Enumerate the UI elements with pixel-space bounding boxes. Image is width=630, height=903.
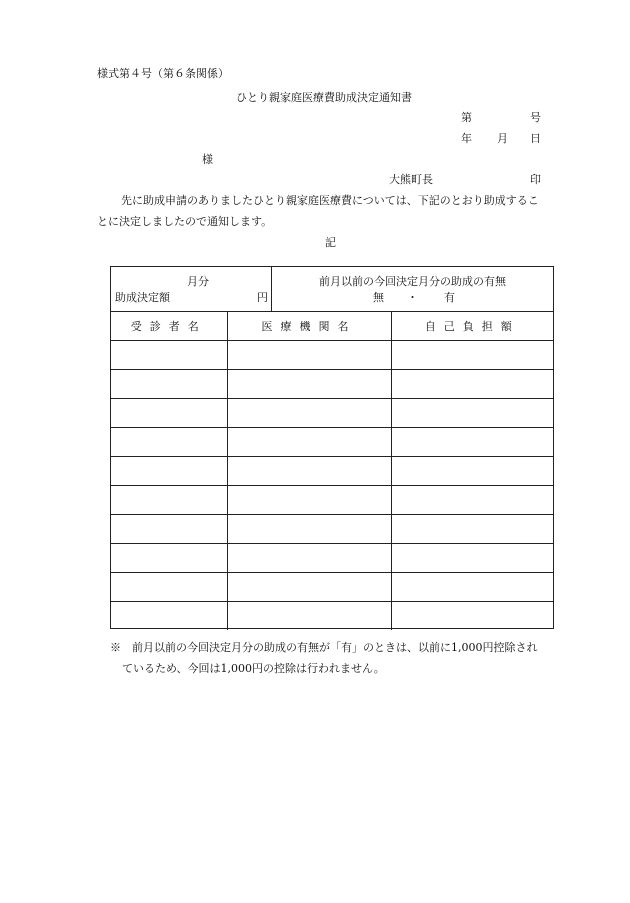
copay-cell: [391, 573, 553, 602]
date-month: 月: [497, 132, 508, 145]
copay-cell: [391, 341, 553, 370]
note-line-2: ているため、今回は1,000円の控除は行われません。: [122, 662, 385, 675]
option-yes: 有: [444, 291, 455, 304]
amount-label: 助成決定額: [115, 291, 170, 304]
form-number: 様式第４号（第６条関係）: [97, 67, 229, 80]
column-header-institution: 医療機関名: [227, 312, 391, 341]
note-line-1: ※ 前月以前の今回決定月分の助成の有無が「有」のときは、以前に1,000円控除され: [110, 641, 538, 654]
copay-cell: [391, 544, 553, 573]
document-title: ひとり親家庭医療費助成決定通知書: [236, 91, 412, 104]
institution-cell: [227, 341, 391, 370]
date-day: 日: [530, 132, 541, 145]
patient-cell: [111, 515, 227, 544]
detail-grid: [111, 312, 553, 630]
copay-cell: [391, 457, 553, 486]
date-year: 年: [461, 132, 472, 145]
institution-cell: [227, 370, 391, 399]
yen-label: 円: [257, 291, 268, 304]
institution-cell: [227, 486, 391, 515]
subsidy-table: [110, 266, 554, 629]
table-row: [111, 399, 553, 428]
table-row: [111, 573, 553, 602]
table-row: [111, 428, 553, 457]
institution-cell: [227, 515, 391, 544]
column-header-patient: 受診者名: [111, 312, 227, 341]
column-header-row: [111, 312, 553, 341]
copay-cell: [391, 399, 553, 428]
copay-cell: [391, 486, 553, 515]
number-prefix: 第: [461, 111, 472, 124]
copay-cell: [391, 515, 553, 544]
prior-subsidy-header: [272, 267, 553, 312]
institution-cell: [227, 573, 391, 602]
patient-cell: [111, 457, 227, 486]
option-no: 無: [373, 291, 384, 304]
seal-mark: 印: [530, 173, 541, 186]
prior-subsidy-question: 前月以前の今回決定月分の助成の有無: [319, 275, 506, 288]
patient-cell: [111, 370, 227, 399]
patient-cell: [111, 399, 227, 428]
option-separator: ・: [407, 291, 418, 304]
copay-cell: [391, 370, 553, 399]
body-text-line-1: 先に助成申請のありましたひとり親家庭医療費については、下記のとおり助成するこ: [121, 194, 539, 207]
ki-heading: 記: [325, 236, 336, 249]
patient-cell: [111, 341, 227, 370]
table-row: [111, 602, 553, 631]
number-suffix: 号: [530, 111, 541, 124]
month-label: 月分: [187, 275, 209, 288]
institution-cell: [227, 457, 391, 486]
institution-cell: [227, 428, 391, 457]
institution-cell: [227, 399, 391, 428]
table-row: [111, 515, 553, 544]
issuer: 大熊町長: [389, 173, 433, 186]
amount-header: [111, 267, 272, 312]
institution-cell: [227, 544, 391, 573]
column-header-copay: 自己負担額: [391, 312, 553, 341]
table-row: [111, 544, 553, 573]
table-row: [111, 457, 553, 486]
patient-cell: [111, 428, 227, 457]
table-row: [111, 486, 553, 515]
recipient-suffix: 様: [202, 153, 213, 166]
copay-cell: [391, 428, 553, 457]
body-text-line-2: とに決定しましたので通知します。: [97, 215, 273, 228]
patient-cell: [111, 573, 227, 602]
copay-cell: [391, 602, 553, 631]
table-row: [111, 370, 553, 399]
institution-cell: [227, 602, 391, 631]
table-row: [111, 341, 553, 370]
patient-cell: [111, 486, 227, 515]
patient-cell: [111, 544, 227, 573]
patient-cell: [111, 602, 227, 631]
